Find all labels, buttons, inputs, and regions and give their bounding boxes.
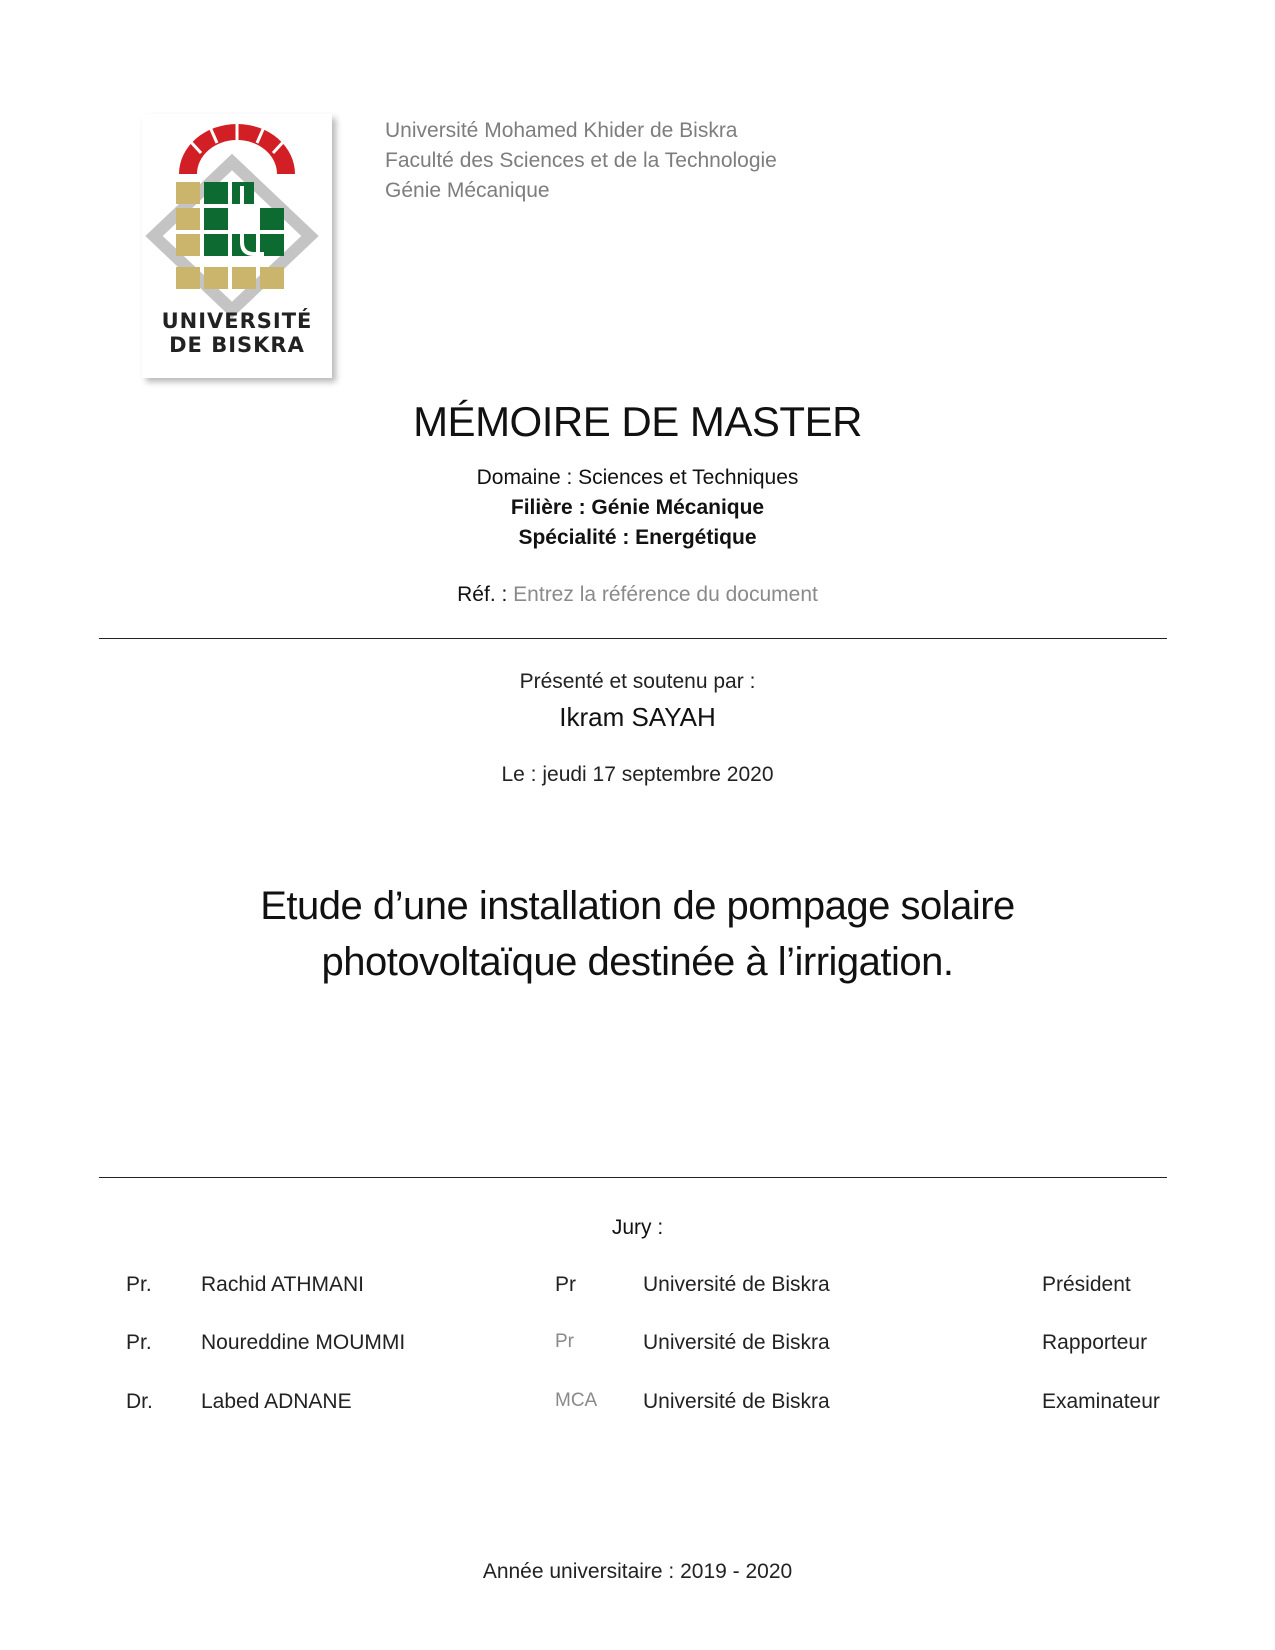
jury-institution: Université de Biskra <box>643 1331 830 1354</box>
department-name: Génie Mécanique <box>385 179 550 202</box>
jury-name: Labed ADNANE <box>201 1390 352 1413</box>
jury-title: Pr. <box>126 1331 152 1354</box>
jury-label: Jury : <box>611 1216 664 1239</box>
jury-title: Dr. <box>126 1390 153 1413</box>
university-name: Université Mohamed Khider de Biskra <box>385 119 738 142</box>
filiere-line: Filière : Génie Mécanique <box>510 496 765 519</box>
jury-grade: MCA <box>555 1390 598 1411</box>
jury-grade: Pr <box>555 1331 574 1352</box>
logo-text-line2: DE BISKRA <box>169 333 305 357</box>
domain-line: Domaine : Sciences et Techniques <box>476 466 799 489</box>
jury-row <box>0 1390 1275 1420</box>
author-name: Ikram SAYAH <box>559 702 716 732</box>
jury-institution: Université de Biskra <box>643 1273 830 1296</box>
jury-row <box>0 1273 1275 1303</box>
jury-grade: Pr <box>555 1273 576 1296</box>
divider-bottom <box>99 1177 1167 1178</box>
logo-text-line1: UNIVERSITÉ <box>161 309 313 333</box>
jury-role: Examinateur <box>1042 1390 1160 1413</box>
jury-role: Rapporteur <box>1042 1331 1148 1354</box>
jury-row <box>0 1331 1275 1361</box>
reference-label: Réf. : <box>457 583 508 606</box>
reference-placeholder[interactable]: Entrez la référence du document <box>513 583 818 606</box>
specialite-line: Spécialité : Energétique <box>518 526 757 549</box>
divider-top <box>99 638 1167 639</box>
jury-name: Noureddine MOUMMI <box>201 1331 406 1354</box>
jury-title: Pr. <box>126 1273 152 1296</box>
thesis-title-line1: Etude d’une installation de pompage solaire <box>260 884 1015 928</box>
university-logo <box>142 114 332 378</box>
jury-name: Rachid ATHMANI <box>201 1273 364 1296</box>
thesis-title <box>0 878 1275 990</box>
document-title: MÉMOIRE DE MASTER <box>413 398 862 445</box>
reference-line <box>0 583 1275 607</box>
jury-role: Président <box>1042 1273 1131 1296</box>
defense-date: Le : jeudi 17 septembre 2020 <box>501 763 774 786</box>
academic-year: Année universitaire : 2019 - 2020 <box>482 1560 793 1583</box>
jury-institution: Université de Biskra <box>643 1390 830 1413</box>
presented-by-label: Présenté et soutenu par : <box>519 670 756 693</box>
thesis-title-line2: photovoltaïque destinée à l’irrigation. <box>321 940 954 984</box>
institution-header <box>385 116 777 206</box>
faculty-name: Faculté des Sciences et de la Technologie <box>385 149 777 172</box>
